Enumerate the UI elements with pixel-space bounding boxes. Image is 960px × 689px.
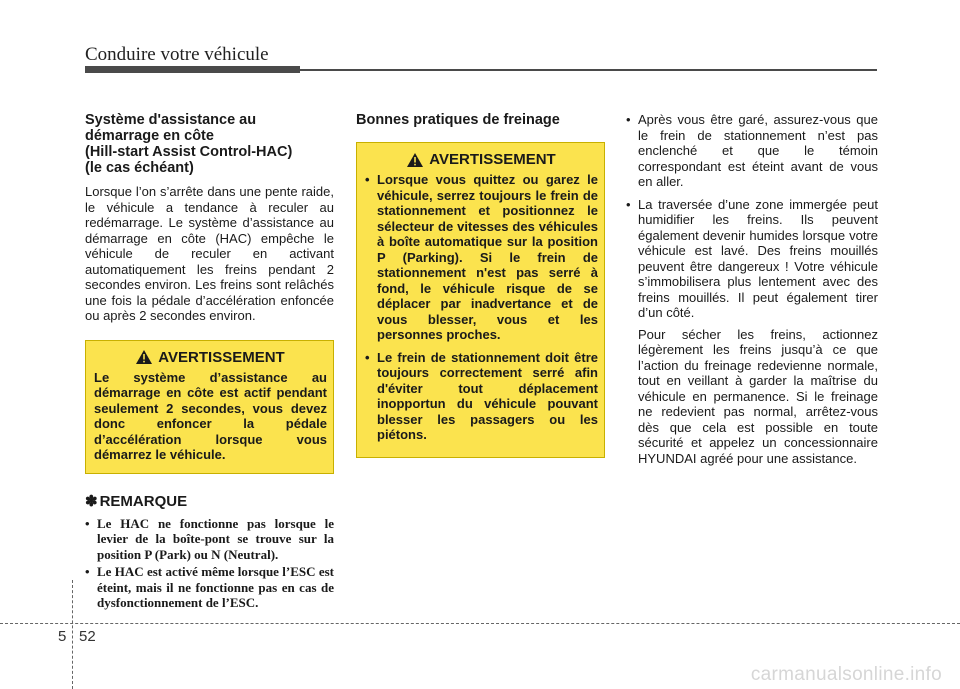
- list-item: • Lorsque vous quittez ou garez le véhicule, serrez toujours le frein de stationnement et positionnez le sélecteur de vitesses des véhicules à boîte automatique sur la position P (Parking). Si le frein de stationnement n'est pas serré à fond, le véhicule risque de se déplacer par inadvertance et de vous blesser, vous et les personnes proches.: [365, 172, 598, 343]
- list-item: • Le frein de stationnement doit être toujours correctement serré afin d'éviter tout déplacement inopportun du véhicule pouvant blesser les passagers ou les piétons.: [365, 350, 598, 443]
- list-item: • Après vous être garé, assurez-vous que le frein de stationnement n’est pas enclenché et que le témoin correspondant est éteint avant de vous en aller.: [626, 112, 878, 190]
- warning-triangle-icon: [407, 153, 423, 167]
- warning-triangle-icon: [136, 350, 152, 364]
- remarque-list: [85, 516, 334, 611]
- column-right: [626, 112, 878, 466]
- warning-list: [365, 172, 598, 443]
- footer-vertical-divider: [72, 580, 73, 689]
- drying-brakes-paragraph: Pour sécher les freins, actionnez légèrement les freins jusqu’à ce que l’action du freinage redevienne normale, tout en veillant à garder la maîtrise du véhicule en permanence. Si le freinage ne redevient pas normal, arrêtez-vous dès que cela est possible en toute sécurité et appelez un concessionnaire HYUNDAI agréé pour une assistance.: [638, 326, 878, 466]
- page-header-title: Conduire votre véhicule: [85, 44, 269, 65]
- braking-tips-list: [626, 112, 878, 321]
- section-heading-hac: Système d'assistance au démarrage en côte (Hill-start Assist Control-HAC) (le cas échéant): [85, 112, 293, 176]
- warning-header: [365, 151, 598, 168]
- warning-box-braking: [356, 142, 605, 458]
- warning-header: [94, 349, 327, 366]
- page-number: 52: [79, 628, 96, 645]
- column-left: [85, 112, 334, 613]
- section-heading-braking: Bonnes pratiques de freinage: [356, 112, 560, 128]
- header-rule-thin: [300, 69, 877, 71]
- warning-box-hac: [85, 340, 334, 474]
- list-item: • Le HAC ne fonctionne pas lorsque le levier de la boîte-pont se trouve sur la position P (Park) ou N (Neutral).: [85, 516, 334, 563]
- remarque-star-icon: ✽: [85, 492, 98, 510]
- remarque-title: ✽ REMARQUE: [85, 492, 188, 510]
- list-item: • Le HAC est activé même lorsque l’ESC est éteint, mais il ne fonctionne pas en cas de dysfonctionnement de l’ESC.: [85, 564, 334, 611]
- header-rule-thick: [85, 66, 300, 73]
- column-middle: [356, 112, 605, 458]
- footer-divider: [0, 623, 960, 624]
- warning-label: AVERTISSEMENT: [429, 151, 556, 168]
- chapter-number: 5: [58, 628, 67, 645]
- watermark: carmanualsonline.info: [750, 664, 942, 685]
- warning-label: AVERTISSEMENT: [158, 348, 285, 366]
- hac-paragraph: Lorsque l’on s’arrête dans une pente raide, le véhicule a tendance à reculer au redémarrage. Le système d’assistance au démarrage en côte (HAC) empêche le véhicule de reculer en activant automatiquement les freins pendant 2 secondes environ. Les freins sont relâchés une fois la pédale d’accélération enfoncée ou après 2 secondes environ.: [85, 184, 334, 323]
- warning-text: Le système d’assistance au démarrage en côte est actif pendant seulement 2 secondes, vous devez donc enfoncer la pédale d’accélération lorsque vous démarrez le véhicule.: [94, 369, 327, 462]
- list-item: • La traversée d’une zone immergée peut humidifier les freins. Ils peuvent également devenir humides lorsque votre véhicule est lavé. Des freins mouillés peuvent être dangereux ! Votre véhicule s’immobilisera plus lentement avec des freins mouillés. Il peut également tirer d’un côté.: [626, 197, 878, 321]
